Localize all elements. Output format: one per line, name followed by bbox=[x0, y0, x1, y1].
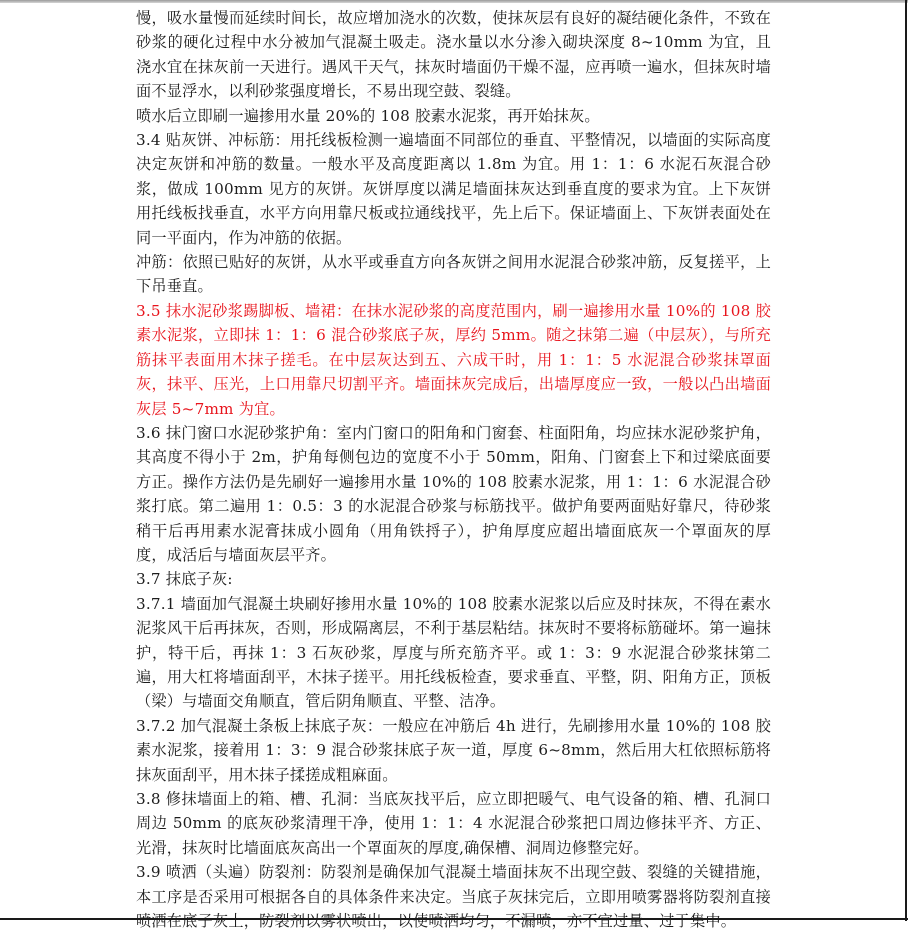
section-3-4-paragraph: 3.4 贴灰饼、冲标筋：用托线板检测一遍墙面不同部位的垂直、平整情况，以墙面的实际高度决定灰饼和冲筋的数量。一般水平及高度距离以 1.8m 为宜。用 1：1：6 水泥石灰混合砂浆，做成 100mm 见方的灰饼。灰饼厚度以满足墙面抹灰达到垂直度的要求为宜。上下灰饼用托线板找垂直，水平方向用靠尺板或拉通线找平，先上后下。保证墙面上、下灰饼表面处在同一平面内，作为冲筋的依据。 bbox=[136, 131, 771, 247]
page-right-border bbox=[905, 0, 907, 921]
section-3-7-heading: 3.7 抹底子灰: bbox=[136, 570, 233, 589]
section-3-9-paragraph: 3.9 喷洒（头遍）防裂剂：防裂剂是确保加气混凝土墙面抹灰不出现空鼓、裂缝的关键措施，本工序是否采用可根据各自的具体条件来决定。当底子灰抹完后，立即用喷雾器将防裂剂直接喷洒在底子灰上，防裂剂以雾状喷出，以使喷洒均匀，不漏喷，亦不宜过量、过于集中。 bbox=[136, 863, 771, 931]
section-3-7-1-paragraph: 3.7.1 墙面加气混凝土块刷好掺用水量 10%的 108 胶素水泥浆以后应及时抹灰，不得在素水泥浆风干后再抹灰，否则，形成隔离层，不利于基层粘结。抹灰时不要将标筋碰坏。第一遍抹护，特干后，再抹 1：3 石灰砂浆，厚度与所充筋齐平。或 1：3：9 水泥混合砂浆抹第二遍，用大杠将墙面刮平，木抹子搓平。用托线板检查，要求垂直、平整，阴、阳角方正，顶板（梁）与墙面交角顺直，管后阴角顺直、平整、洁净。 bbox=[136, 594, 771, 711]
section-3-5-highlighted-paragraph: 3.5 抹水泥砂浆踢脚板、墙裙：在抹水泥砂浆的高度范围内，刷一遍掺用水量 10%的 108 胶素水泥浆，立即抹 1：1：6 混合砂浆底子灰，厚约 5mm。随之抹第二遍（中层灰），与所充筋抹平表面用木抹子搓毛。在中层灰达到五、六成干时，用 1：1：5 水泥混合砂浆抹罩面灰，抹平、压光，上口用靠尺切割平齐。墙面抹灰完成后，出墙厚度应一致，一般以凸出墙面灰层 5~7mm 为宜。 bbox=[136, 301, 771, 418]
document-body bbox=[136, 6, 771, 933]
section-3-8-paragraph: 3.8 修抹墙面上的箱、槽、孔洞：当底灰找平后，应立即把暖气、电气设备的箱、槽、孔洞口周边 50mm 的底灰砂浆清理干净，使用 1：1：4 水泥混合砂浆把口周边修抹平齐、方正、光滑，抹灰时比墙面底灰高出一个罩面灰的厚度,确保槽、洞周边修整完好。 bbox=[136, 790, 771, 857]
paragraph-spray-water: 喷水后立即刷一遍掺用水量 20%的 108 胶素水泥浆，再开始抹灰。 bbox=[136, 106, 600, 125]
section-3-6-paragraph: 3.6 抹门窗口水泥砂浆护角：室内门窗口的阳角和门窗套、柱面阳角，均应抹水泥砂浆护角，其高度不得小于 2m，护角每侧包边的宽度不小于 50mm，阳角、门窗套上下和过梁底面要方正。操作方法仍是先刷好一遍掺用水量 10%的 108 胶素水泥浆，用 1：1：6 水泥混合砂浆打底。第二遍用 1：0.5：3 的水泥混合砂浆与标筋找平。做护角要两面贴好靠尺，待砂浆稍干后再用素水泥膏抹成小圆角（用角铁捋子），护角厚度应超出墙面底灰一个罩面灰的厚度，成活后与墙面灰层平齐。 bbox=[136, 423, 771, 564]
paragraph-chongjin: 冲筋：依照已贴好的灰饼，从水平或垂直方向各灰饼之间用水泥混合砂浆冲筋，反复搓平，上下吊垂直。 bbox=[136, 253, 771, 296]
page-top-border bbox=[0, 0, 908, 3]
paragraph-continuation: 慢，吸水量慢而延续时间长，故应增加浇水的次数，使抹灰层有良好的凝结硬化条件，不致在砂浆的硬化过程中水分被加气混凝土吸走。浇水量以水分渗入砌块深度 8~10mm 为宜，且浇水宜在抹灰前一天进行。遇风干天气，抹灰时墙面仍干燥不湿，应再喷一遍水，但抹灰时墙面不显浮水，以利砂浆强度增长，不易出现空鼓、裂缝。 bbox=[136, 9, 771, 101]
section-3-7-2-paragraph: 3.7.2 加气混凝土条板上抹底子灰：一般应在冲筋后 4h 进行，先刷掺用水量 10%的 108 胶素水泥浆，接着用 1：3：9 混合砂浆抹底子灰一道，厚度 6~8mm，然后用大杠依照标筋将抹灰面刮平，用木抹子揉搓成粗麻面。 bbox=[136, 716, 771, 784]
